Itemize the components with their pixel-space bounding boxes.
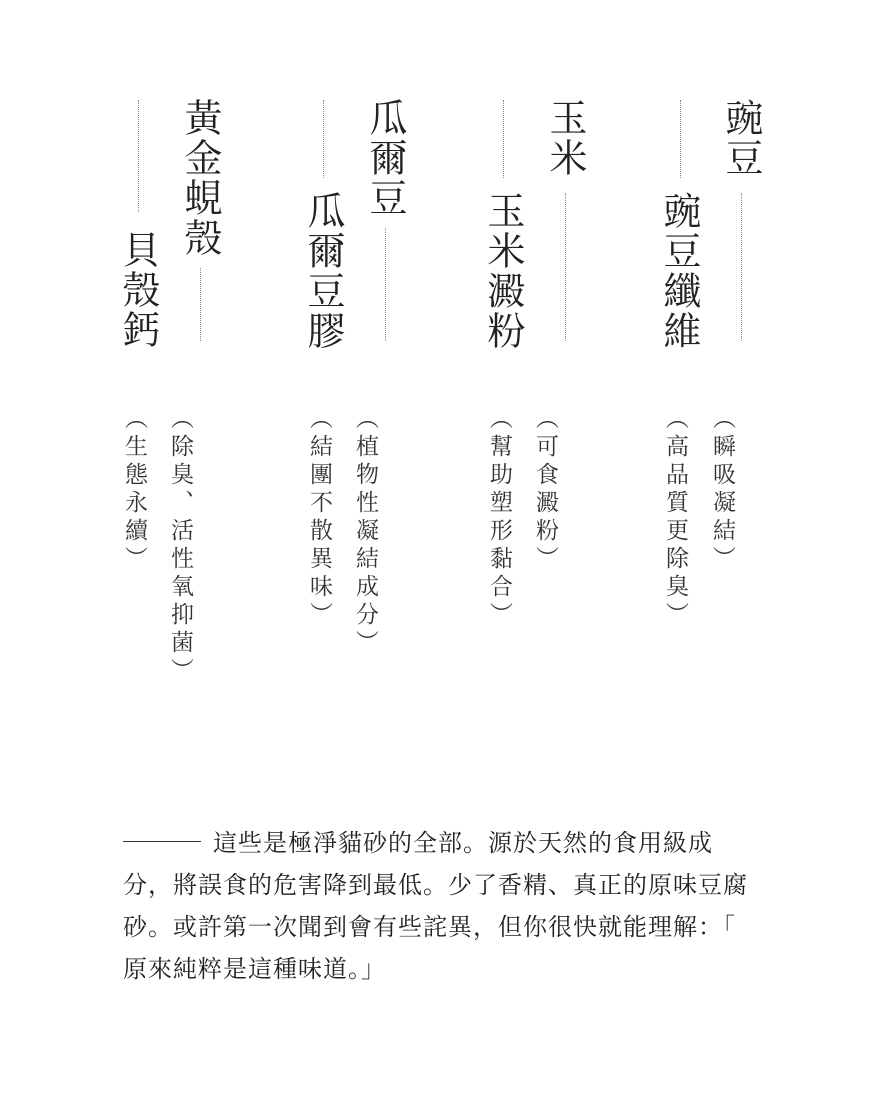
product-label-shell-calcium: 貝殼鈣: [116, 230, 160, 350]
description-paragraph: [123, 822, 753, 990]
dotted-divider: [200, 268, 201, 341]
dotted-divider: [680, 100, 681, 178]
product-label-corn-starch: 玉米澱粉: [481, 191, 525, 351]
note-pea: （瞬吸凝結）: [709, 406, 735, 574]
material-label-guar-bean: 瓜爾豆: [363, 98, 407, 218]
note-corn-starch: （幫助塑形黏合）: [486, 406, 512, 630]
material-label-pea: 豌豆: [719, 98, 763, 178]
note-shell-calcium: （生態永續）: [121, 406, 147, 574]
note-guar-gum: （結團不散異味）: [306, 406, 332, 630]
note-pea-fiber: （高品質更除臭）: [662, 406, 688, 630]
note-guar-bean: （植物性凝結成分）: [352, 406, 378, 658]
dotted-divider: [138, 100, 139, 212]
note-golden-clam-shell: （除臭、活性氧抑菌）: [167, 406, 193, 686]
dotted-divider: [385, 228, 386, 341]
material-label-golden-clam-shell: 黃金蜆殼: [178, 98, 222, 258]
dotted-divider: [741, 193, 742, 341]
description-text: 這些是極淨貓砂的全部。源於天然的食用級成分，將誤食的危害降到最低。少了香精、真正的原味豆腐砂。或許第一次聞到會有些詫異，但你很快就能理解：「 原來純粹是這種味道。」: [123, 829, 748, 983]
em-dash-rule: [123, 841, 201, 842]
material-label-corn: 玉米: [543, 98, 587, 178]
dotted-divider: [503, 100, 504, 178]
product-label-guar-gum: 瓜爾豆膠: [301, 191, 345, 351]
note-corn: （可食澱粉）: [532, 406, 558, 574]
product-label-pea-fiber: 豌豆纖維: [657, 191, 701, 351]
dotted-divider: [565, 193, 566, 341]
dotted-divider: [323, 100, 324, 178]
